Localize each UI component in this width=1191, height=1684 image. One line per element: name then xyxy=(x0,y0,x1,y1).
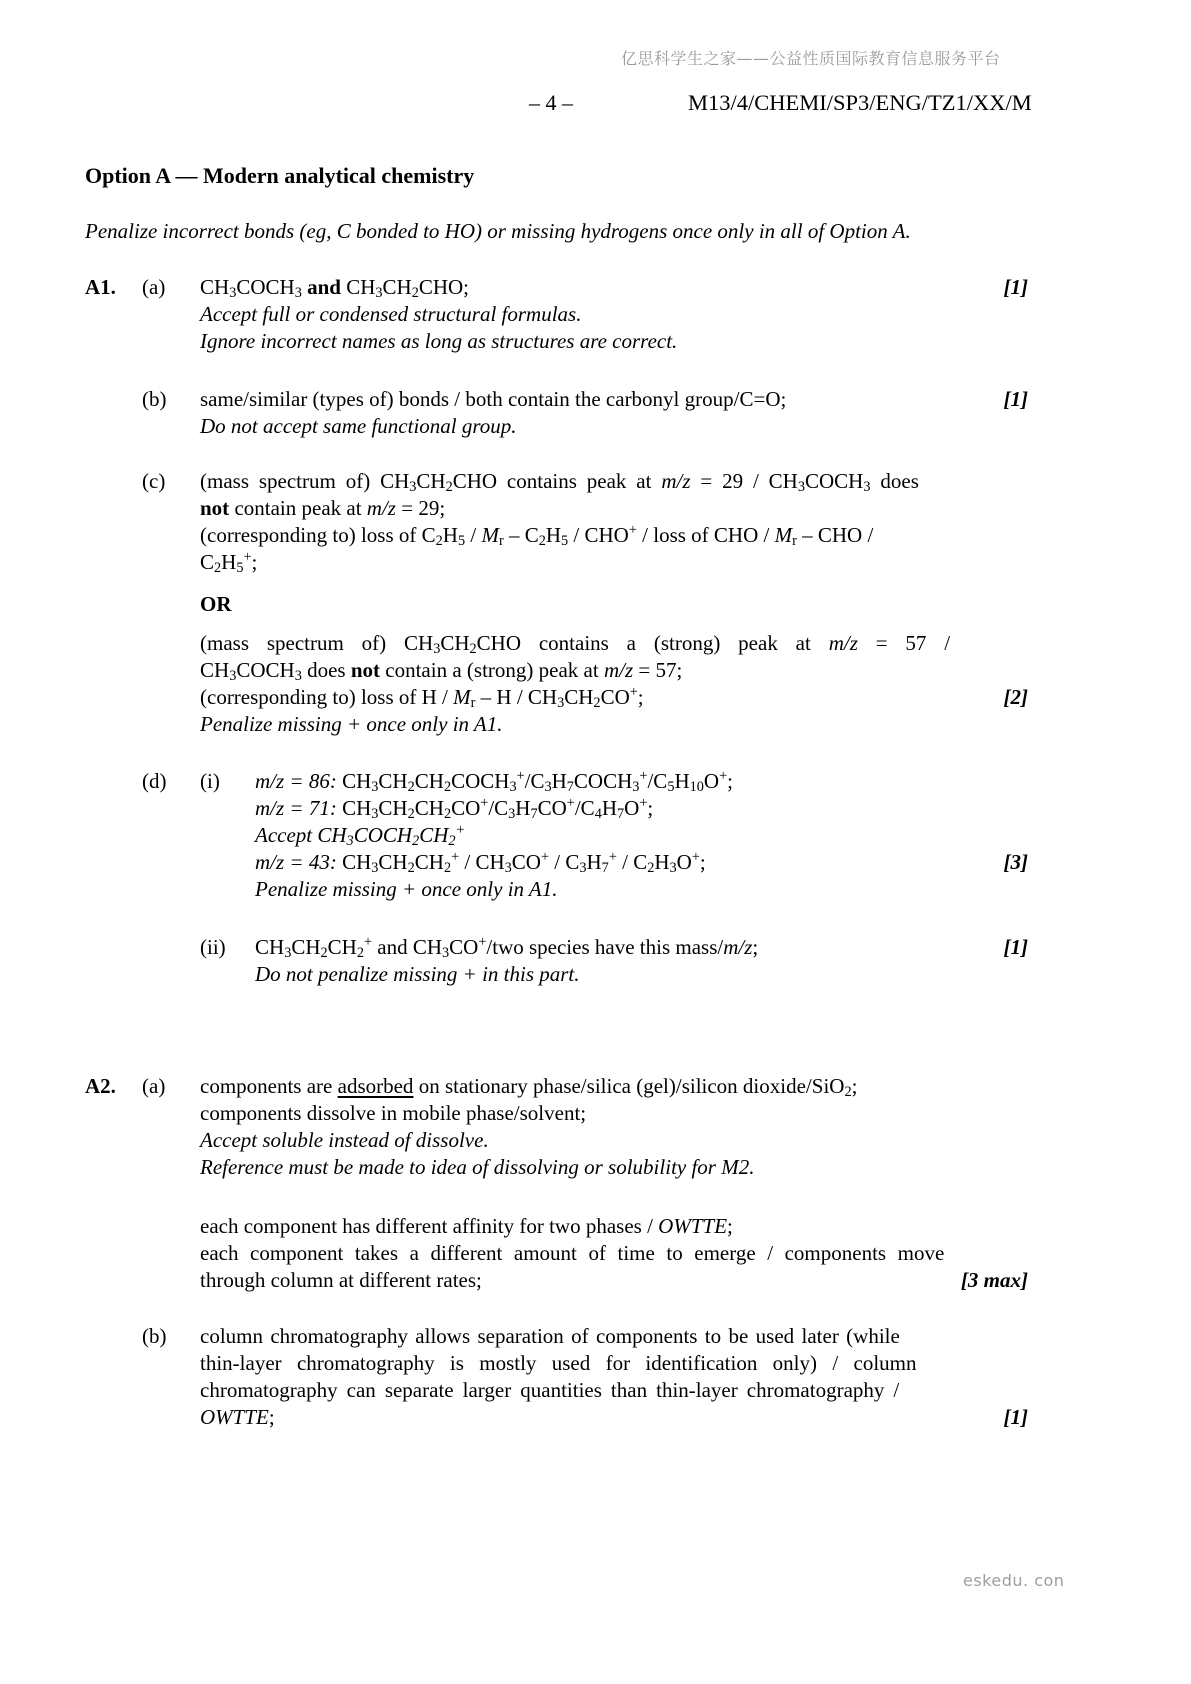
answer-line xyxy=(200,274,1028,302)
answer-line xyxy=(200,1267,1028,1294)
answer-line: each component takes a different amount of time to emerge / components move xyxy=(200,1241,945,1265)
answer-line: thin-layer chromatography is mostly used for identification only) / column xyxy=(200,1351,917,1375)
question-a1a-row xyxy=(85,274,1028,355)
mark-a1c: [2] xyxy=(1003,685,1028,709)
part-label-a2b: (b) xyxy=(142,1324,167,1348)
subpart-label-a1dii: (ii) xyxy=(200,935,226,959)
question-a2b-row xyxy=(85,1323,1028,1431)
answer-note-line: Penalize missing + once only in A1. xyxy=(255,877,558,901)
answer-line: (corresponding to) loss of $C_2H_5 / M_r - C_2H_5 / CHO^+$ / loss of CHO / $M_r$ – CHO / xyxy=(200,522,874,550)
answer-a1c xyxy=(200,468,1028,738)
paper-code: M13/4/CHEMI/SP3/ENG/TZ1/XX/M xyxy=(688,90,1032,115)
answer-a1b xyxy=(200,386,1028,440)
or-label: OR xyxy=(200,592,232,616)
question-a2a-row xyxy=(85,1073,1028,1294)
answer-line: each component has different affinity for two phases / OWTTE; xyxy=(200,1214,733,1238)
answer-a1di xyxy=(255,768,1028,903)
mark-a1dii: [1] xyxy=(1003,935,1028,959)
answer-line: m/z = 71: $CH_3CH_2CH_2CO^+/C_3H_7CO^+/C_4H_7O^+$; xyxy=(255,795,654,823)
answer-line: (mass spectrum of) $CH_3CH_2CHO$ contains peak at $m/z = 29 / CH_3COCH_3$ does xyxy=(200,469,919,496)
answer-text: $CH_3COCH_3$ and $CH_3CH_2CHO$; xyxy=(200,275,470,302)
answer-note-line: Accept full or condensed structural formulas. xyxy=(200,302,582,326)
answer-note-line: Penalize missing + once only in A1. xyxy=(200,712,503,736)
answer-line xyxy=(255,934,1028,962)
part-label-a1c: (c) xyxy=(142,469,166,493)
mark-a1a: [1] xyxy=(1003,275,1028,299)
option-a-heading: Option A — Modern analytical chemistry xyxy=(85,163,475,188)
question-a1dii-row xyxy=(85,934,1028,988)
answer-text: same/similar (types of) bonds / both contain the carbonyl group/C=O; xyxy=(200,387,787,411)
part-label-a1a: (a) xyxy=(142,275,166,299)
answer-line: (mass spectrum of) $CH_3CH_2CHO$ contains a (strong) peak at m/z = 57 / xyxy=(200,631,951,658)
question-a1b-row xyxy=(85,386,1028,440)
answer-text: OWTTE; xyxy=(200,1405,275,1429)
question-a1di-row xyxy=(85,768,1028,903)
question-number-a1: A1. xyxy=(85,275,116,299)
answer-line: not contain peak at m/z = 29; xyxy=(200,496,446,520)
answer-line: components dissolve in mobile phase/solvent; xyxy=(200,1101,587,1125)
answer-line: column chromatography allows separation of components to be used later (while xyxy=(200,1324,900,1348)
answer-note-line: Do not accept same functional group. xyxy=(200,414,517,438)
answer-text: through column at different rates; xyxy=(200,1268,482,1292)
answer-text: (corresponding to) loss of H / $M_r$ – H / $CH_3CH_2CO^+$; xyxy=(200,684,644,712)
answer-a2a xyxy=(200,1073,1028,1294)
question-a1c-row xyxy=(85,468,1028,738)
part-label-a1d: (d) xyxy=(142,769,167,793)
answer-line xyxy=(200,386,1028,413)
answer-line: $C_2H_5^+$; xyxy=(200,549,258,577)
subpart-label-a1di: (i) xyxy=(200,769,220,793)
answer-line: components are adsorbed on stationary phase/silica (gel)/silicon dioxide/SiO$_2$; xyxy=(200,1074,858,1101)
answer-a1a xyxy=(200,274,1028,355)
answer-line xyxy=(200,1404,1028,1431)
chinese-watermark: 亿思科学生之家——公益性质国际教育信息服务平台 xyxy=(621,49,1001,68)
answer-text: m/z = 43: $CH_3CH_2CH_2^+ / CH_3CO^+ / C_3H_7^+ / C_2H_3O^+$; xyxy=(255,849,706,877)
answer-note-line: Ignore incorrect names as long as structures are correct. xyxy=(200,329,678,353)
answer-note-line: Accept $CH_3COCH_2CH_2^+$ xyxy=(255,822,466,850)
part-label-a1b: (b) xyxy=(142,387,167,411)
mark-a2a: [3 max] xyxy=(960,1268,1028,1292)
answer-line: $CH_3COCH_3$ does not contain a (strong) peak at m/z = 57; xyxy=(200,658,683,685)
mark-a1b: [1] xyxy=(1003,387,1028,411)
answer-line xyxy=(255,849,1028,877)
answer-a2b xyxy=(200,1323,1028,1431)
footer-watermark: eskedu. con xyxy=(963,1571,1065,1590)
mark-a2b: [1] xyxy=(1003,1405,1028,1429)
answer-line xyxy=(200,684,1028,712)
answer-line: chromatography can separate larger quantities than thin-layer chromatography / xyxy=(200,1378,900,1402)
option-a-general-note: Penalize incorrect bonds (eg, C bonded to HO) or missing hydrogens once only in all of Option A. xyxy=(85,219,911,243)
page-number: – 4 – xyxy=(529,90,573,115)
answer-note-line: Reference must be made to idea of dissolving or solubility for M2. xyxy=(200,1155,755,1179)
answer-line: m/z = 86: $CH_3CH_2CH_2COCH_3^+/C_3H_7COCH_3^+/C_5H_{10}O^+$; xyxy=(255,768,733,796)
mark-a1di: [3] xyxy=(1003,850,1028,874)
answer-note-line: Do not penalize missing + in this part. xyxy=(255,962,580,986)
answer-text: $CH_3CH_2CH_2^+$ and $CH_3CO^+$/two species have this mass/m/z; xyxy=(255,934,759,962)
part-label-a2a: (a) xyxy=(142,1074,166,1098)
answer-a1dii xyxy=(255,934,1028,988)
answer-note-line: Accept soluble instead of dissolve. xyxy=(200,1128,489,1152)
question-number-a2: A2. xyxy=(85,1074,116,1098)
